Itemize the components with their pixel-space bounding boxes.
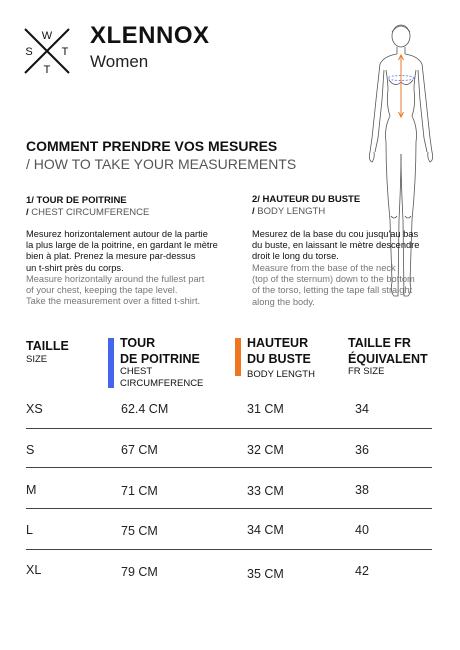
row-size: S [26, 443, 35, 457]
logo-letter-right: T [61, 46, 69, 58]
section-chest-title: 1/ TOUR DE POITRINE [26, 195, 127, 206]
column-fr-subtitle: FR SIZE [348, 366, 385, 377]
brand-logo [22, 26, 72, 76]
logo-letter-top: W [41, 30, 53, 42]
column-size-title: TAILLE [26, 339, 69, 353]
column-length-subtitle: BODY LENGTH [247, 369, 315, 380]
row-fr-size: 34 [355, 402, 369, 416]
row-chest: 71 CM [121, 484, 158, 498]
section-length-text-fr: Mesurez de la base du cou jusqu'au bas du buste, en laissant le mètre descendre droit le long du torse. [252, 229, 420, 262]
row-size: L [26, 523, 33, 537]
row-fr-size: 36 [355, 443, 369, 457]
row-length: 32 CM [247, 443, 284, 457]
row-divider [26, 428, 432, 429]
row-length: 35 CM [247, 567, 284, 581]
length-color-bar [235, 338, 241, 376]
section-chest-subtitle: / CHEST CIRCUMFERENCE [26, 207, 150, 218]
row-divider [26, 467, 432, 468]
section-length-text-en: Measure from the base of the neck (top of the sternum) down to the bottom of the torso, letting the tape fall straight along the body. [252, 263, 415, 307]
logo-letter-bottom: T [43, 64, 51, 76]
column-size-subtitle: SIZE [26, 354, 48, 365]
column-fr-title: TAILLE FR ÉQUIVALENT [348, 336, 428, 366]
row-chest: 67 CM [121, 443, 158, 457]
brand-name: XLENNOX [90, 22, 210, 49]
row-chest: 62.4 CM [121, 402, 169, 416]
row-fr-size: 42 [355, 564, 369, 578]
section-chest-text-fr: Mesurez horizontalement autour de la partie la plus large de la poitrine, en gardant le mètre bien à plat. Prenez la mesure par-dessus un t-shirt près du corps. [26, 229, 218, 273]
row-size: XL [26, 563, 42, 577]
chest-color-bar [108, 338, 114, 388]
row-chest: 79 CM [121, 565, 158, 579]
brand-line: Women [90, 52, 149, 71]
row-chest: 75 CM [121, 524, 158, 538]
row-length: 34 CM [247, 523, 284, 537]
row-fr-size: 38 [355, 483, 369, 497]
row-fr-size: 40 [355, 523, 369, 537]
page-title: COMMENT PRENDRE VOS MESURES [26, 138, 278, 154]
logo-letter-left: S [25, 46, 33, 58]
section-length-subtitle: / BODY LENGTH [252, 206, 326, 217]
page-subtitle: / HOW TO TAKE YOUR MEASUREMENTS [26, 156, 297, 172]
section-length-title: 2/ HAUTEUR DU BUSTE [252, 194, 361, 205]
row-size: M [26, 483, 37, 497]
row-divider [26, 508, 432, 509]
row-length: 33 CM [247, 484, 284, 498]
row-size: XS [26, 402, 43, 416]
column-chest-subtitle: CHEST CIRCUMFERENCE [120, 366, 204, 389]
row-divider [26, 549, 432, 550]
column-chest-title: TOUR DE POITRINE [120, 336, 200, 366]
column-length-title: HAUTEUR DU BUSTE [247, 336, 311, 366]
section-chest-text-en: Measure horizontally around the fullest part of your chest, keeping the tape level. Take the measurement over a fitted t-shirt. [26, 274, 205, 307]
row-length: 31 CM [247, 402, 284, 416]
